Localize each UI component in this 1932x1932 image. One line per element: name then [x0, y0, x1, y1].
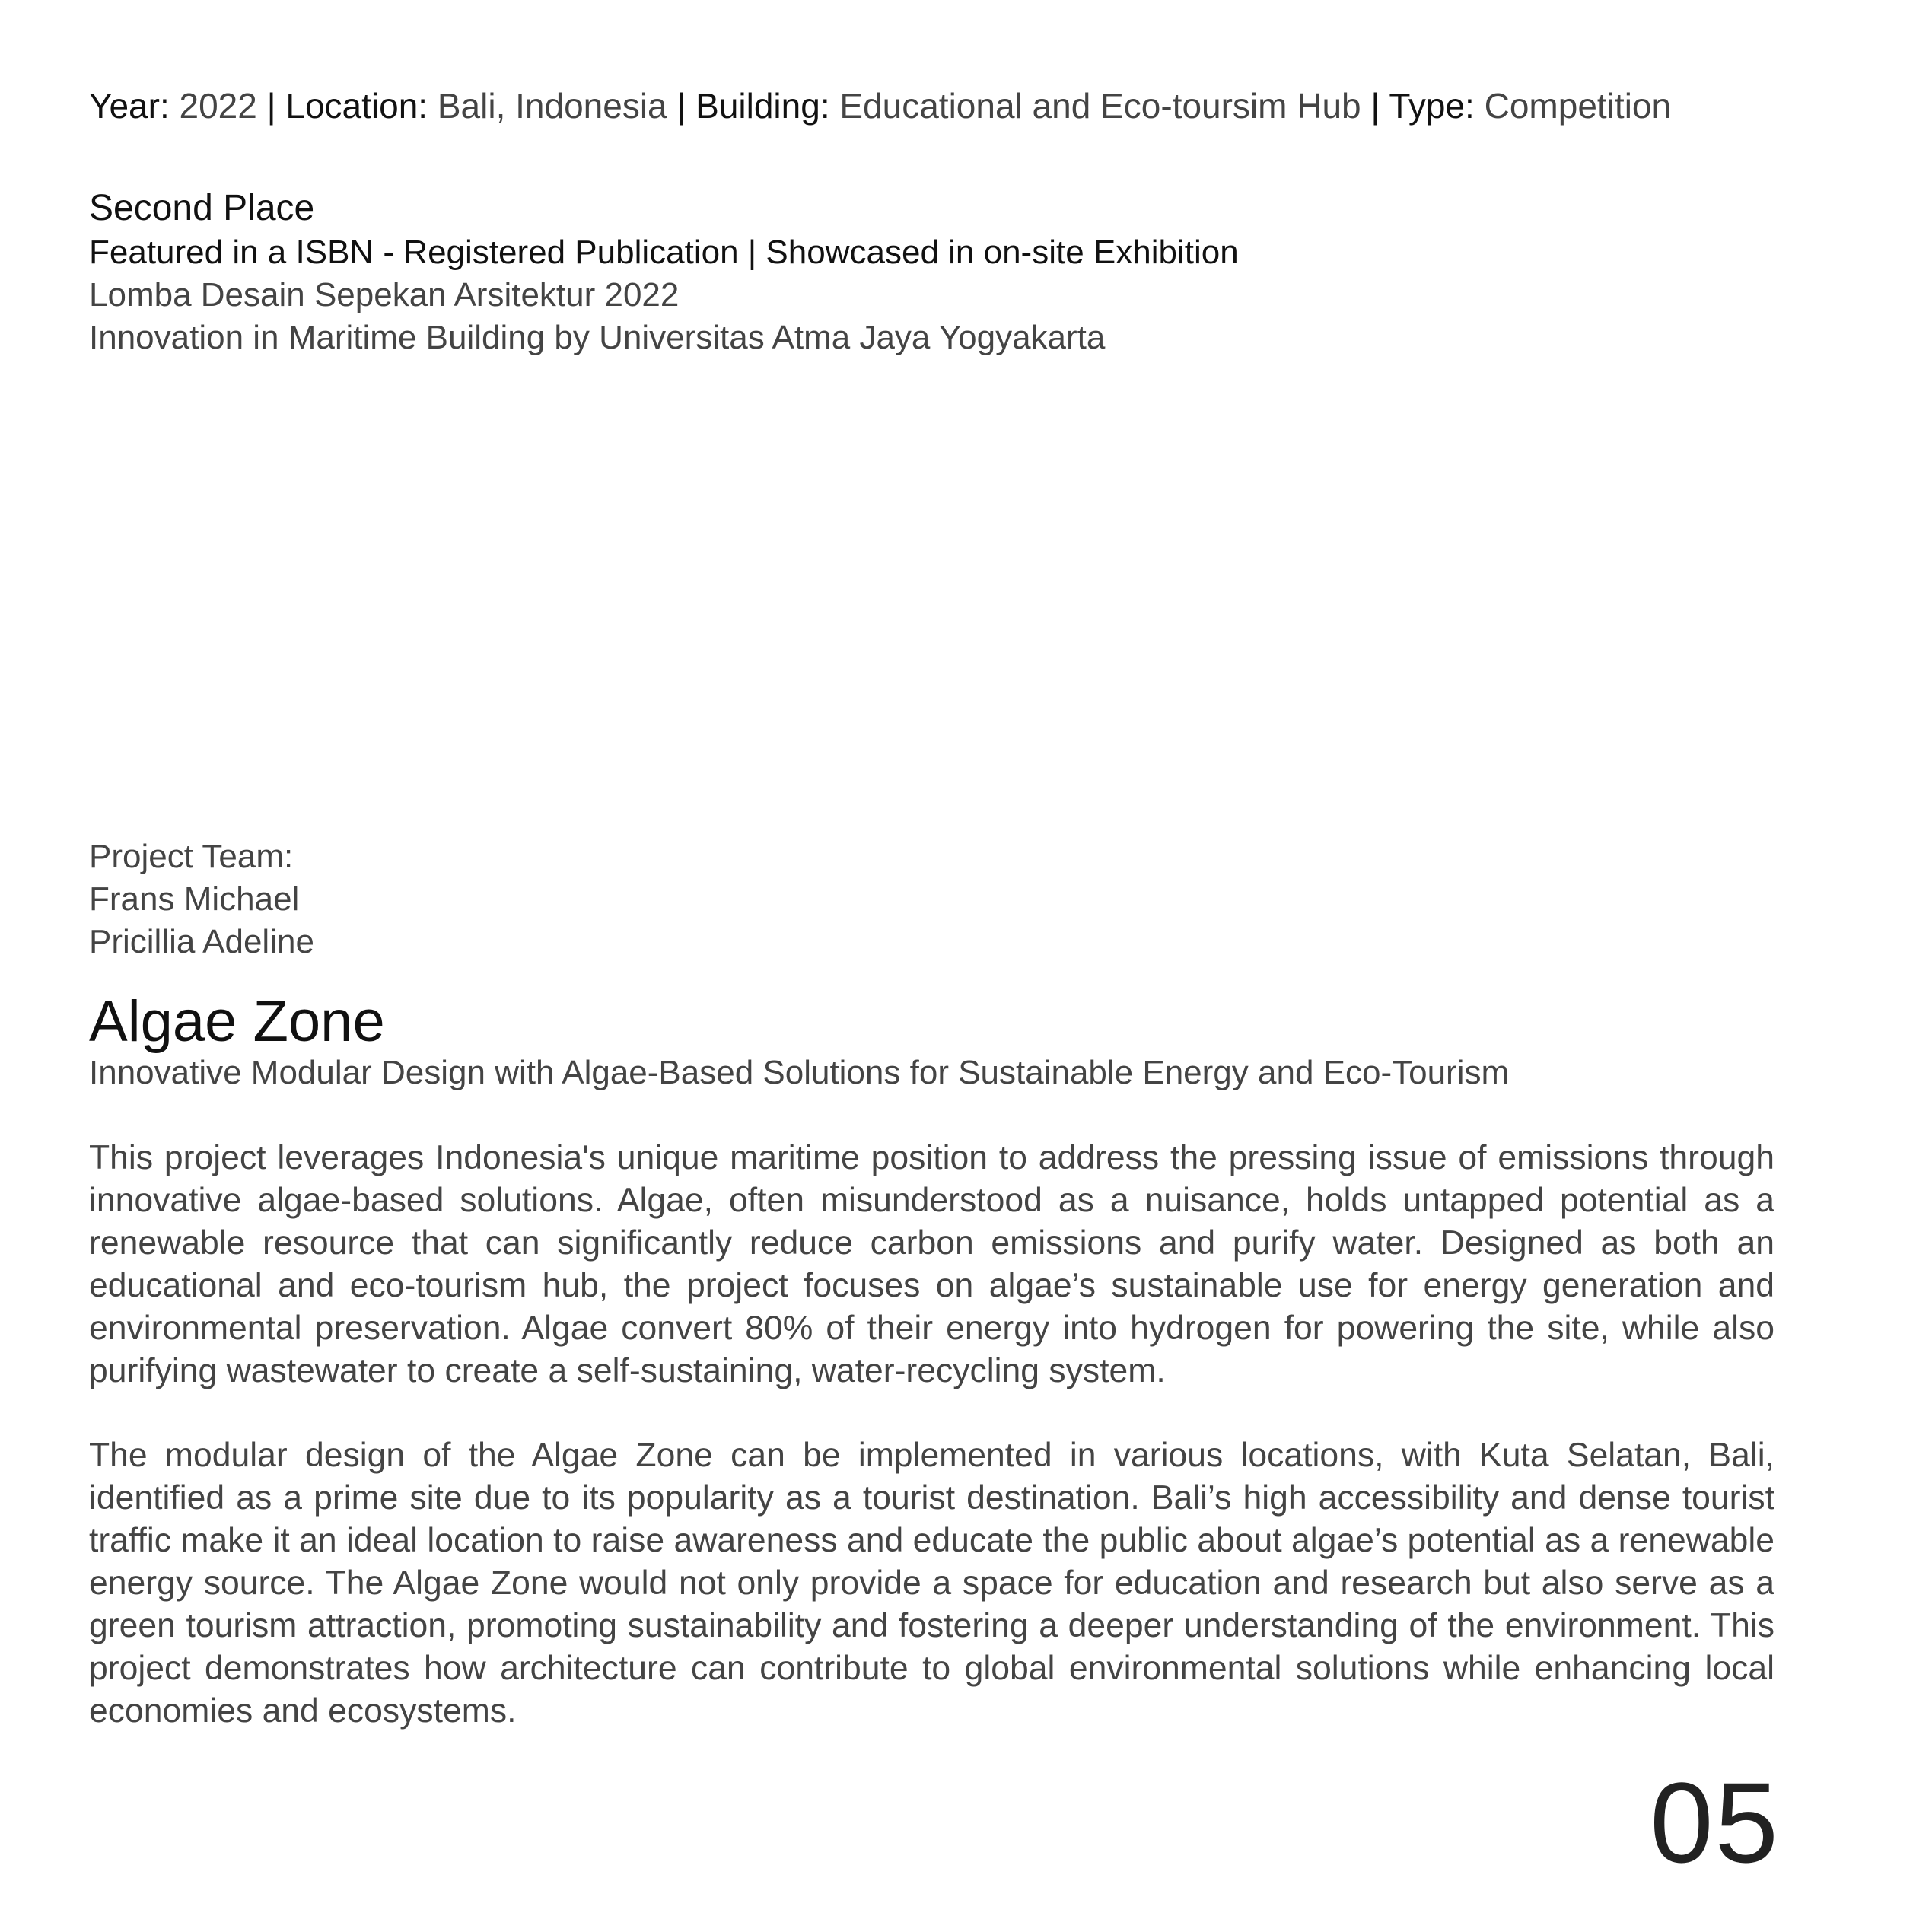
- year-value: 2022: [179, 86, 257, 126]
- project-meta-line: [89, 82, 1671, 129]
- competition-theme: Innovation in Maritime Building by Universitas Atma Jaya Yogyakarta: [89, 319, 1106, 356]
- team-member: Frans Michael: [89, 880, 300, 918]
- description-paragraph: The modular design of the Algae Zone can be implemented in various locations, with Kuta Selatan, Bali, identified as a prime site due to its popularity as a tourist destination. Bali’s high accessibility and dense tourist traffic make it an ideal location to raise awareness and educate the public about algae’s potential as a renewable energy source. The Algae Zone would not only provide a space for education and research but also serve as a green tourism attraction, promoting sustainability and fostering a deeper understanding of the environment. This project demonstrates how architecture can contribute to global environmental solutions while enhancing local economies and ecosystems.: [89, 1437, 1774, 1730]
- building-value: Educational and Eco-toursim Hub: [839, 86, 1361, 126]
- competition-name: Lomba Desain Sepekan Arsitektur 2022: [89, 276, 680, 314]
- description-paragraph: This project leverages Indonesia's unique maritime position to address the pressing issue of emissions through innovative algae-based solutions. Algae, often misunderstood as a nuisance, holds untapped potential as a renewable resource that can significantly reduce carbon emissions and purify water. Designed as both an educational and eco-tourism hub, the project focuses on algae’s sustainable use for energy generation and environmental preservation. Algae convert 80% of their energy into hydrogen for powering the site, while also purifying wastewater to create a self-sustaining, water-recycling system.: [89, 1139, 1774, 1389]
- award-place: Second Place: [89, 188, 315, 228]
- award-block: [89, 186, 1763, 359]
- year-label: Year:: [89, 86, 170, 126]
- location-value: Bali, Indonesia: [437, 86, 667, 126]
- meta-separator: |: [676, 86, 686, 126]
- team-member: Pricillia Adeline: [89, 923, 314, 960]
- project-team: [89, 836, 314, 963]
- team-heading: Project Team:: [89, 838, 294, 875]
- project-title: Algae Zone: [89, 989, 385, 1054]
- page-number: 05: [1650, 1759, 1780, 1886]
- meta-separator: |: [266, 86, 276, 126]
- type-value: Competition: [1484, 86, 1672, 126]
- type-label: Type:: [1389, 86, 1475, 126]
- meta-separator: |: [1370, 86, 1380, 126]
- project-subtitle: Innovative Modular Design with Algae-Based Solutions for Sustainable Energy and Eco-Tourism: [89, 1054, 1510, 1091]
- building-label: Building:: [695, 86, 830, 126]
- location-label: Location:: [285, 86, 428, 126]
- award-featured: Featured in a ISBN - Registered Publication | Showcased in on-site Exhibition: [89, 234, 1239, 271]
